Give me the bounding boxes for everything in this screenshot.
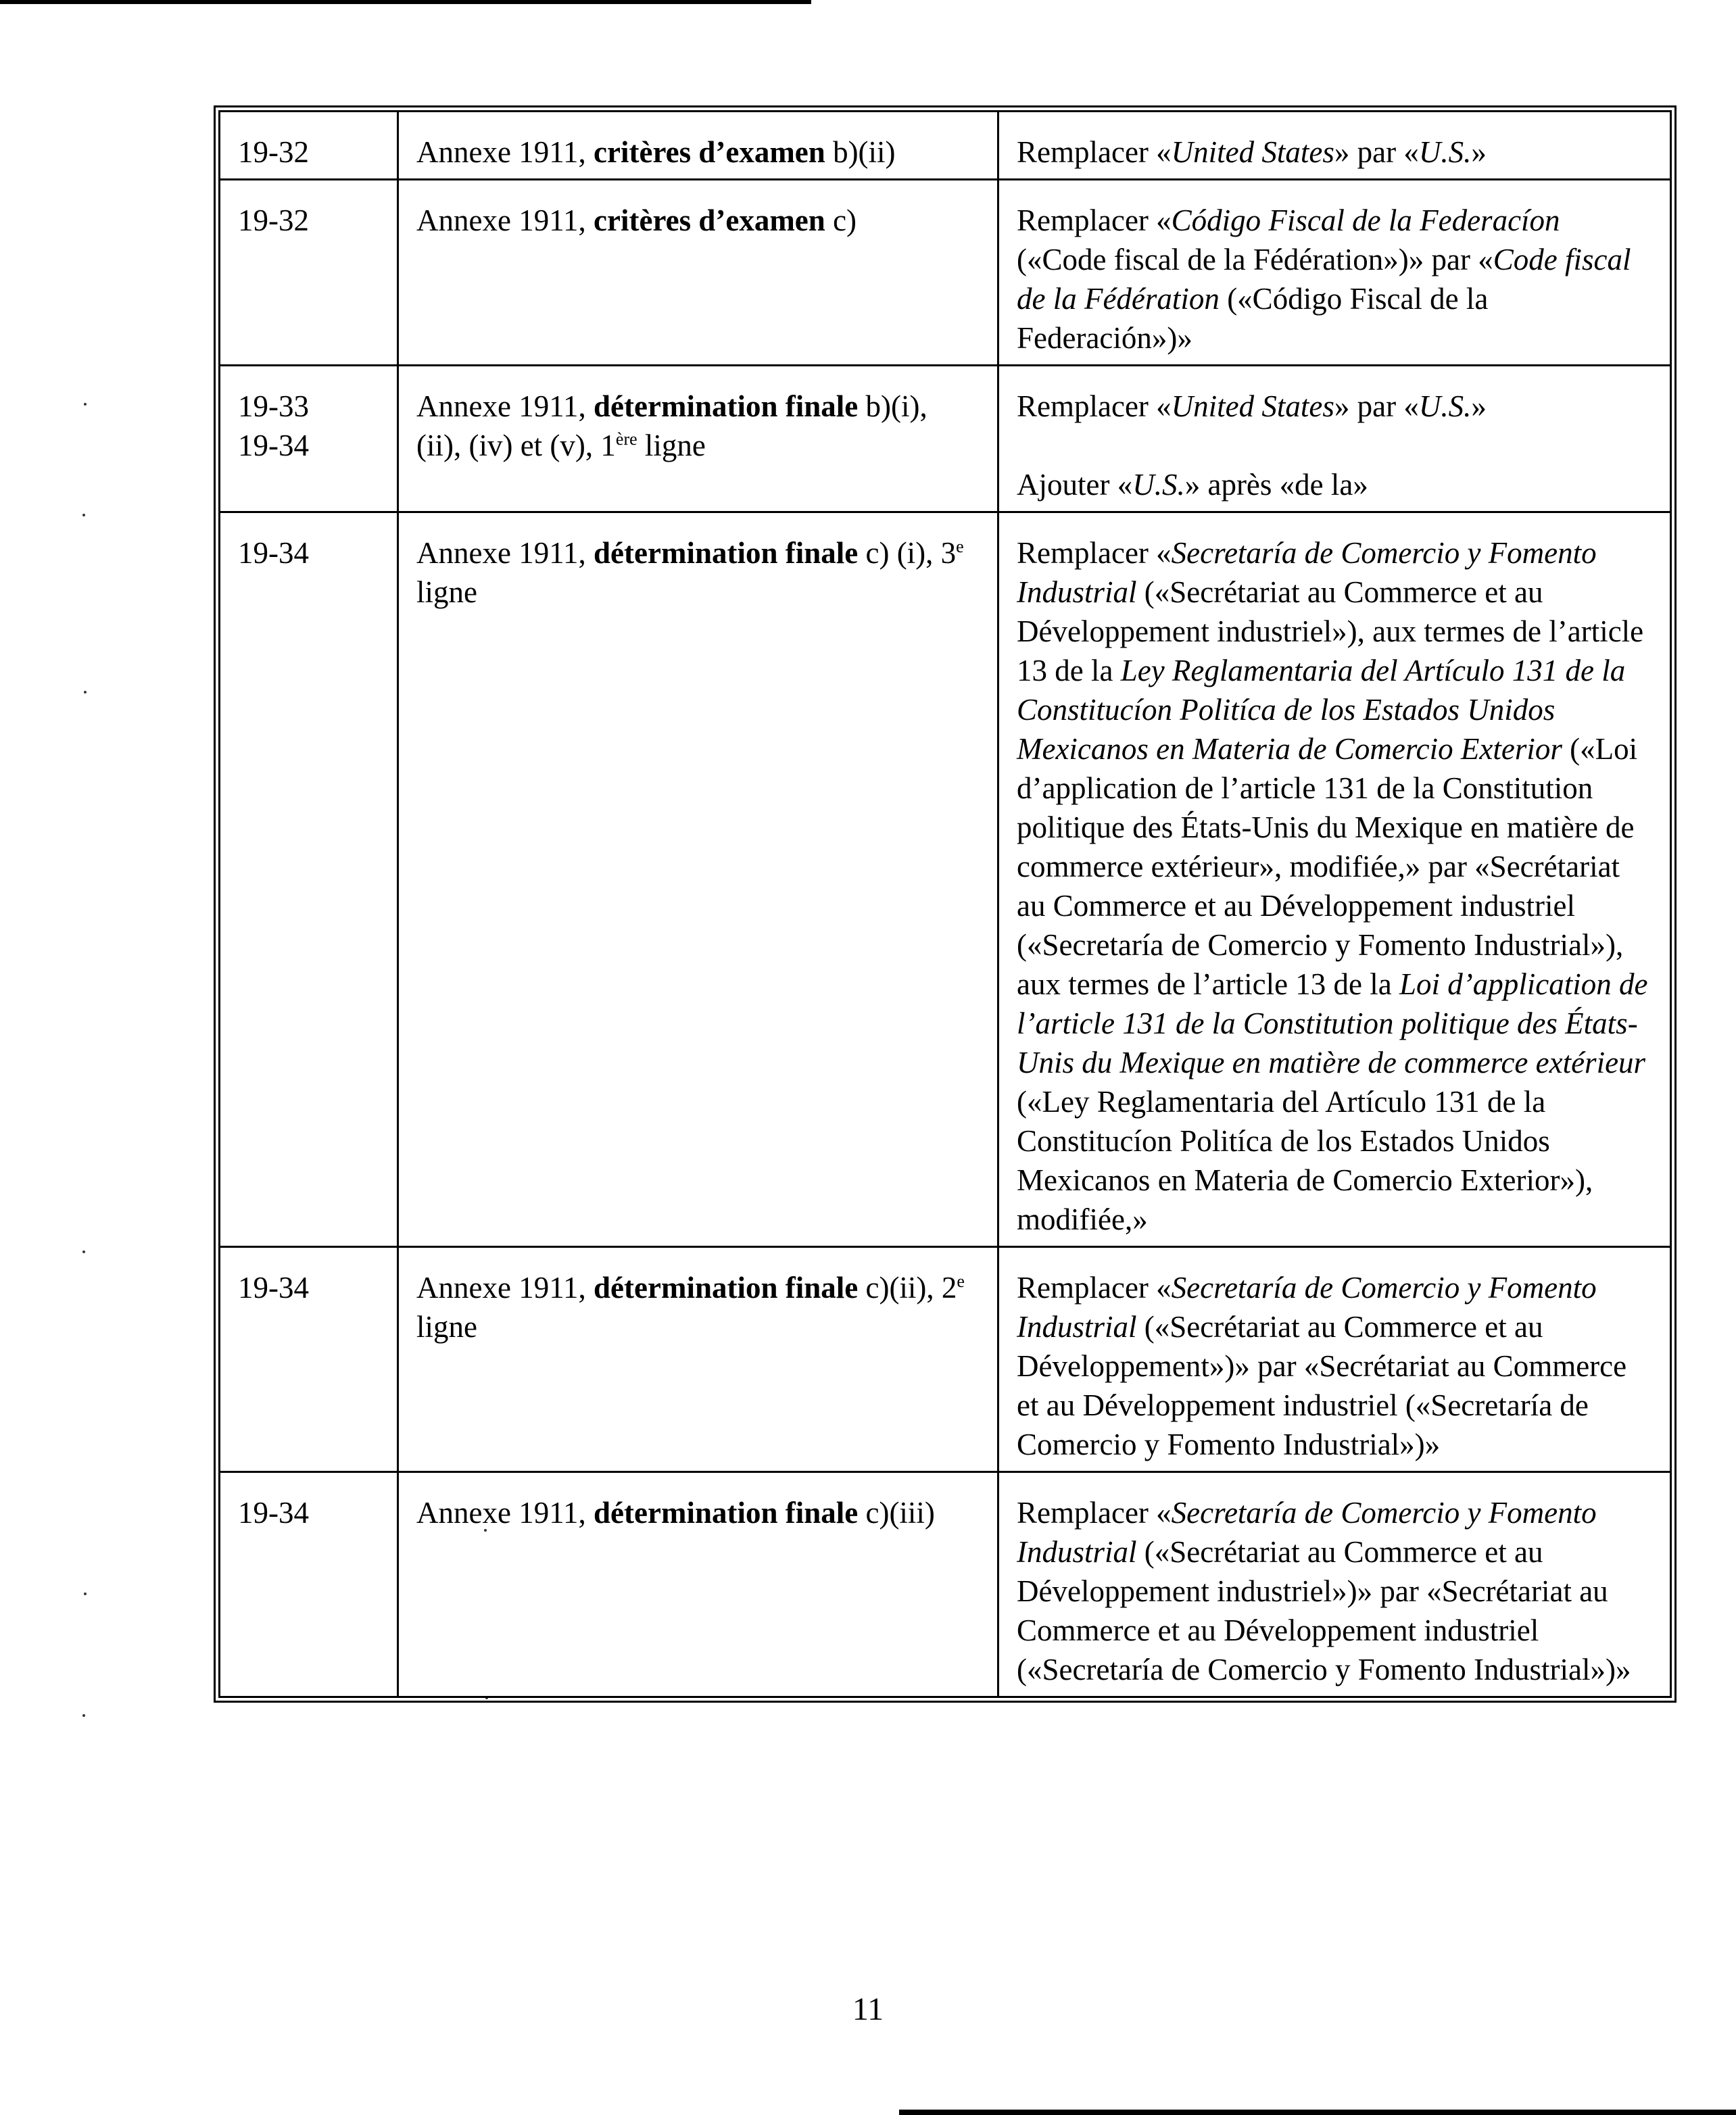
quoted-term: United States — [1171, 135, 1334, 169]
quoted-term: Loi d’application de l’article 131 de la Constitution politique des États-Unis du Mexique en matière de commerce extérieur — [1017, 967, 1648, 1079]
table-row — [220, 1247, 1671, 1472]
provision-text: Annexe 1911, — [416, 135, 594, 169]
provision-text: ligne — [637, 429, 706, 462]
scan-speck — [82, 1250, 85, 1253]
amendment-cell — [998, 112, 1671, 180]
amendment-table-frame — [214, 105, 1677, 1703]
amendment-text: («Secrétariat au Commerce et au Développement industriel»), aux termes de l’article 13 de la — [1017, 575, 1644, 687]
provision-text: Annexe 1911, — [416, 536, 594, 570]
amendment-text: » — [1471, 135, 1487, 169]
quoted-term: Ley Reglamentaria del Artículo 131 de la Constitucíon Politíca de los Estados Unidos Mexicanos en Materia de Comercio Exterior — [1017, 654, 1626, 766]
amendment-text: («Secrétariat au Commerce et au Développement industriel»)» par «Secrétariat au Commerce et au Développement industriel («Secretaría de Comercio y Fomento Industrial»)» — [1017, 1535, 1631, 1686]
scan-edge-bottom — [899, 2110, 1736, 2115]
article-number: 19-33 — [238, 389, 309, 423]
scan-speck — [84, 691, 87, 694]
quoted-term: United States — [1171, 389, 1334, 423]
article-cell — [220, 366, 398, 512]
provision-cell — [398, 1472, 998, 1697]
quoted-term: Código Fiscal de la Federacíon — [1171, 203, 1560, 237]
provision-cell — [398, 180, 998, 366]
provision-heading: détermination finale — [594, 536, 859, 570]
article-number: 19-34 — [238, 1496, 309, 1530]
quoted-term: Code fiscal de la Fédération — [1017, 243, 1631, 316]
table-row — [220, 1472, 1671, 1697]
provision-text: b)(i), (ii), (iv) et (v), 1 — [416, 389, 927, 462]
provision-text: ligne — [416, 575, 477, 609]
provision-cell — [398, 512, 998, 1247]
amendment-cell — [998, 1472, 1671, 1697]
article-number: 19-34 — [238, 536, 309, 570]
scan-edge-top — [0, 0, 811, 4]
amendment-text: Remplacer « — [1017, 536, 1172, 570]
ordinal-superscript: e — [956, 537, 964, 556]
article-cell — [220, 1247, 398, 1472]
article-cell — [220, 180, 398, 366]
quoted-term: Secretaría de Comercio y Fomento Industrial — [1017, 536, 1597, 609]
article-number: 19-34 — [238, 1271, 309, 1305]
provision-heading: détermination finale — [594, 389, 859, 423]
amendment-text: Remplacer « — [1017, 1496, 1172, 1530]
provision-text: ligne — [416, 1310, 477, 1344]
paragraph-gap — [1017, 426, 1652, 465]
provision-heading: détermination finale — [594, 1271, 859, 1305]
quoted-term: Secretaría de Comercio y Fomento Industrial — [1017, 1496, 1597, 1569]
table-row — [220, 366, 1671, 512]
article-number: 19-34 — [238, 429, 309, 462]
amendment-text: Remplacer « — [1017, 203, 1172, 237]
amendment-text: («Secrétariat au Commerce et au Développement»)» par «Secrétariat au Commerce et au Développement industriel («Secretaría de Comercio y Fomento Industrial»)» — [1017, 1310, 1627, 1461]
table-row — [220, 512, 1671, 1247]
provision-text: c) — [825, 203, 857, 237]
amendment-cell — [998, 366, 1671, 512]
amendment-text: » — [1471, 389, 1487, 423]
provision-text: c)(ii), 2 — [858, 1271, 957, 1305]
table-body — [220, 112, 1671, 1697]
article-number: 19-32 — [238, 135, 309, 169]
article-cell — [220, 112, 398, 180]
article-cell — [220, 1472, 398, 1697]
amendment-cell — [998, 1247, 1671, 1472]
article-number: 19-32 — [238, 203, 309, 237]
table-row — [220, 180, 1671, 366]
amendment-text: » après «de la» — [1184, 468, 1368, 502]
provision-text: c)(iii) — [858, 1496, 935, 1530]
amendment-text: Remplacer « — [1017, 135, 1172, 169]
amendment-text: («Código Fiscal de la Federación»)» — [1017, 282, 1489, 355]
page-number: 11 — [852, 1991, 884, 2027]
provision-text: c) (i), 3 — [858, 536, 957, 570]
amendment-table — [218, 110, 1672, 1698]
provision-text: Annexe 1911, — [416, 1271, 594, 1305]
provision-text: Annexe 1911, — [416, 203, 594, 237]
amendment-text: » par « — [1334, 135, 1419, 169]
amendment-text: («Ley Reglamentaria del Artículo 131 de la Constitucíon Politíca de los Estados Unidos Mexicanos en Materia de Comercio Exterior»), modifiée,» — [1017, 1085, 1593, 1236]
provision-heading: détermination finale — [594, 1496, 859, 1530]
provision-text: b)(ii) — [825, 135, 896, 169]
quoted-term: Secretaría de Comercio y Fomento Industrial — [1017, 1271, 1597, 1344]
scan-speck — [84, 1593, 87, 1595]
amendment-text: («Code fiscal de la Fédération»)» par « — [1017, 243, 1493, 276]
provision-cell — [398, 366, 998, 512]
provision-heading: critères d’examen — [594, 203, 825, 237]
article-cell — [220, 512, 398, 1247]
provision-cell — [398, 1247, 998, 1472]
quoted-term: U.S. — [1418, 135, 1472, 169]
quoted-term: U.S. — [1418, 389, 1472, 423]
provision-heading: critères d’examen — [594, 135, 825, 169]
amendment-text: Remplacer « — [1017, 389, 1172, 423]
provision-text: Annexe 1911, — [416, 389, 594, 423]
amendment-cell — [998, 180, 1671, 366]
amendment-text: («Loi d’application de l’article 131 de la Constitution politique des États-Unis du Mexique en matière de commerce extérieur», modifiée,» par «Secrétariat au Commerce et au Développement industriel («Secretaría de Comercio y Fomento Industrial»), aux termes de l’article 13 de la — [1017, 732, 1638, 1001]
scan-speck — [82, 1714, 85, 1717]
amendment-text: » par « — [1334, 389, 1419, 423]
amendment-cell — [998, 512, 1671, 1247]
amendment-text: Ajouter « — [1017, 468, 1133, 502]
scan-speck — [82, 514, 85, 516]
quoted-term: U.S. — [1132, 468, 1185, 502]
table-row — [220, 112, 1671, 180]
ordinal-superscript: ère — [615, 429, 637, 449]
ordinal-superscript: e — [957, 1271, 965, 1291]
scan-speck — [84, 403, 87, 406]
provision-cell — [398, 112, 998, 180]
provision-text: Annexe 1911, — [416, 1496, 594, 1530]
amendment-text: Remplacer « — [1017, 1271, 1172, 1305]
